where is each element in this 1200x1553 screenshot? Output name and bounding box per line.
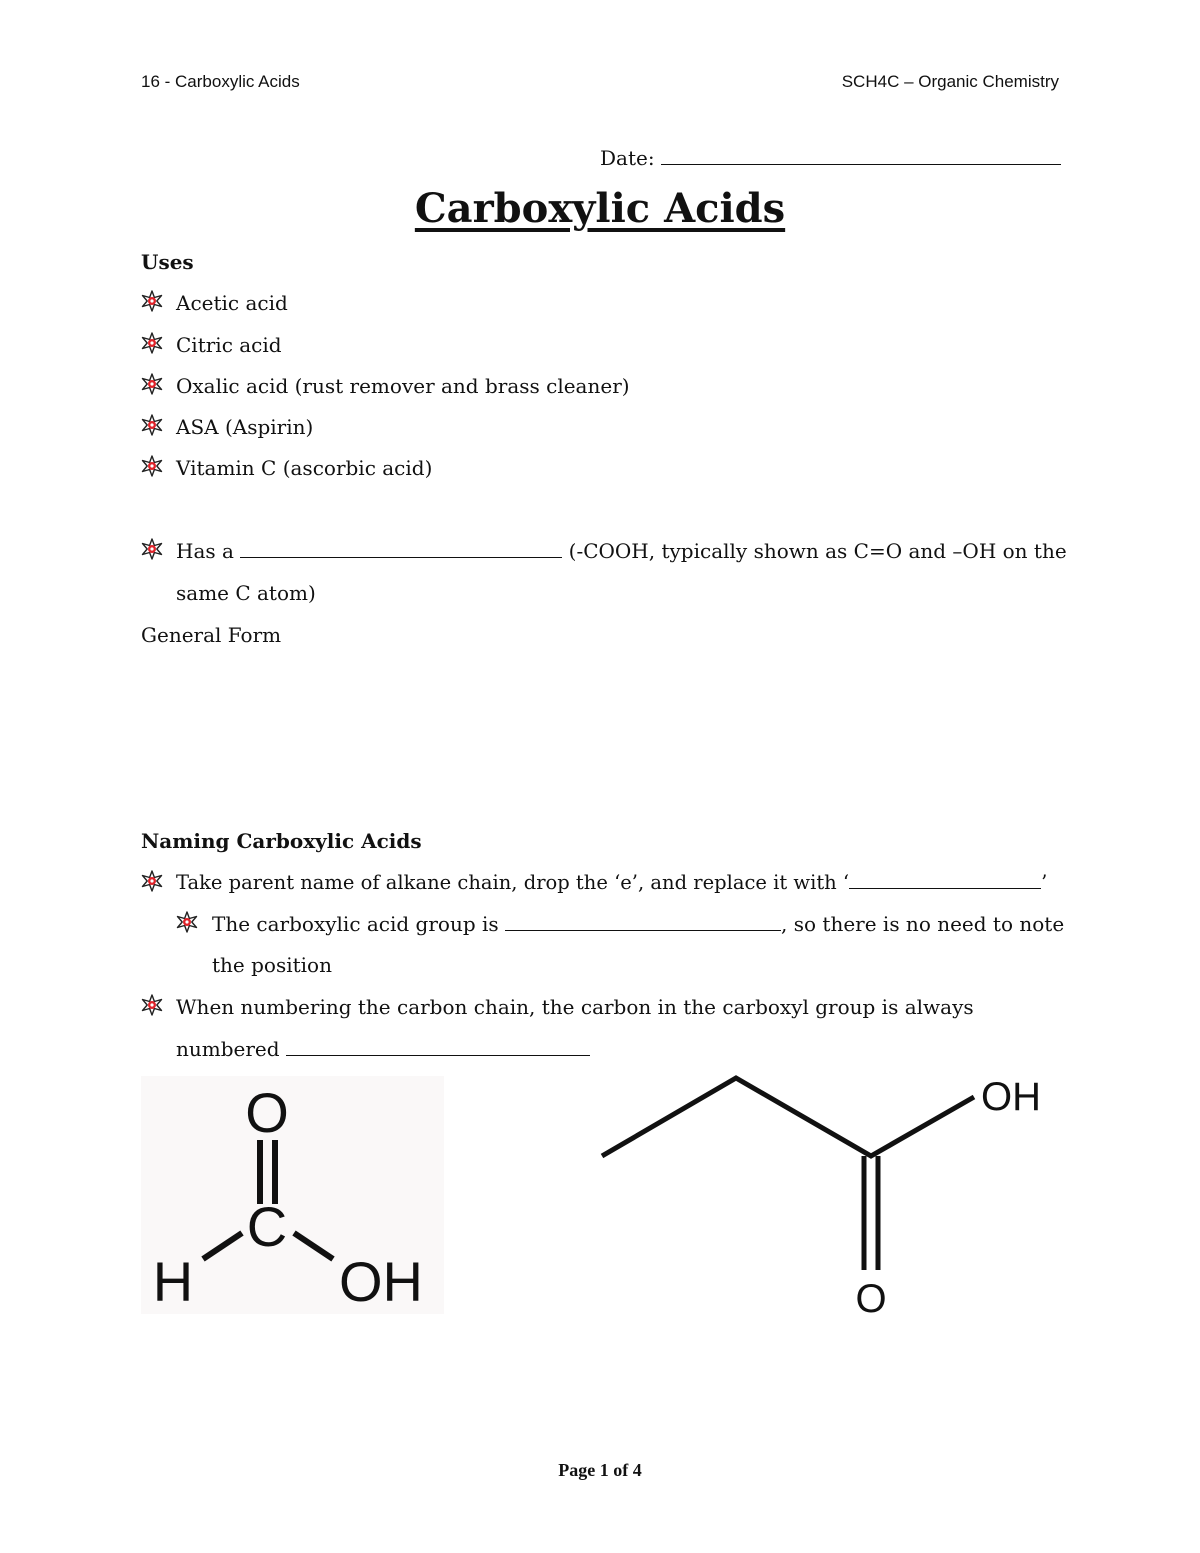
- hydroxyl-label: OH: [981, 1075, 1041, 1119]
- position-blank[interactable]: [505, 912, 781, 931]
- naming-sub-1: [212, 911, 1064, 937]
- date-label: Date:: [600, 146, 655, 170]
- star-bullet-icon: [141, 870, 163, 892]
- naming-item-2-text: numbered: [176, 1037, 280, 1061]
- header-left: 16 - Carboxylic Acids: [141, 72, 300, 91]
- naming-item-1-text: Take parent name of alkane chain, drop the ‘e’, and replace it with ‘: [176, 871, 850, 894]
- suffix-blank[interactable]: [849, 870, 1041, 889]
- naming-item-2: When numbering the carbon chain, the carbon in the carboxyl group is always: [176, 995, 974, 1019]
- has-suffix: (-COOH, typically shown as C=O and –OH on the: [568, 539, 1067, 563]
- formic-acid-structure: [141, 1076, 444, 1314]
- star-bullet-icon: [141, 538, 163, 560]
- hydrogen-label: H: [152, 1250, 194, 1313]
- star-bullet-icon: [141, 290, 163, 312]
- uses-item: Vitamin C (ascorbic acid): [176, 456, 433, 480]
- naming-sub-1-continuation: the position: [212, 953, 332, 977]
- header-right: SCH4C – Organic Chemistry: [841, 72, 1059, 91]
- page-number: Page 1 of 4: [558, 1460, 642, 1480]
- date-blank[interactable]: [661, 146, 1061, 165]
- has-continuation: same C atom): [176, 581, 316, 605]
- star-bullet-icon: [141, 994, 163, 1016]
- has-prefix: Has a: [176, 539, 234, 563]
- functional-group-blank[interactable]: [240, 539, 562, 558]
- naming-item-1: [176, 870, 1047, 896]
- propanoic-acid-structure: [590, 1070, 1060, 1320]
- star-bullet-icon: [141, 373, 163, 395]
- star-bullet-icon: [176, 911, 198, 933]
- naming-heading: Naming Carboxylic Acids: [141, 829, 422, 853]
- uses-item: ASA (Aspirin): [176, 415, 314, 439]
- has-line: [176, 538, 1067, 564]
- general-form-label: General Form: [141, 623, 282, 647]
- oxygen-label: O: [855, 1277, 887, 1320]
- naming-sub-1-suffix: , so there is no need to note: [781, 912, 1065, 936]
- naming-item-2-continuation: [176, 1036, 590, 1062]
- uses-item: Citric acid: [176, 333, 282, 357]
- uses-item: Acetic acid: [176, 291, 288, 315]
- naming-item-1-end: ’: [1041, 871, 1048, 894]
- star-bullet-icon: [141, 414, 163, 436]
- date-line: [600, 145, 1061, 171]
- page-title: Carboxylic Acids: [414, 185, 786, 232]
- hydroxyl-label: OH: [339, 1250, 423, 1313]
- numbering-blank[interactable]: [286, 1037, 590, 1056]
- star-bullet-icon: [141, 332, 163, 354]
- carbon-label: C: [246, 1195, 288, 1258]
- uses-heading: Uses: [141, 250, 194, 274]
- naming-sub-1-prefix: The carboxylic acid group is: [212, 912, 499, 936]
- uses-item: Oxalic acid (rust remover and brass cleaner): [176, 374, 630, 398]
- oxygen-top-label: O: [245, 1081, 289, 1144]
- star-bullet-icon: [141, 455, 163, 477]
